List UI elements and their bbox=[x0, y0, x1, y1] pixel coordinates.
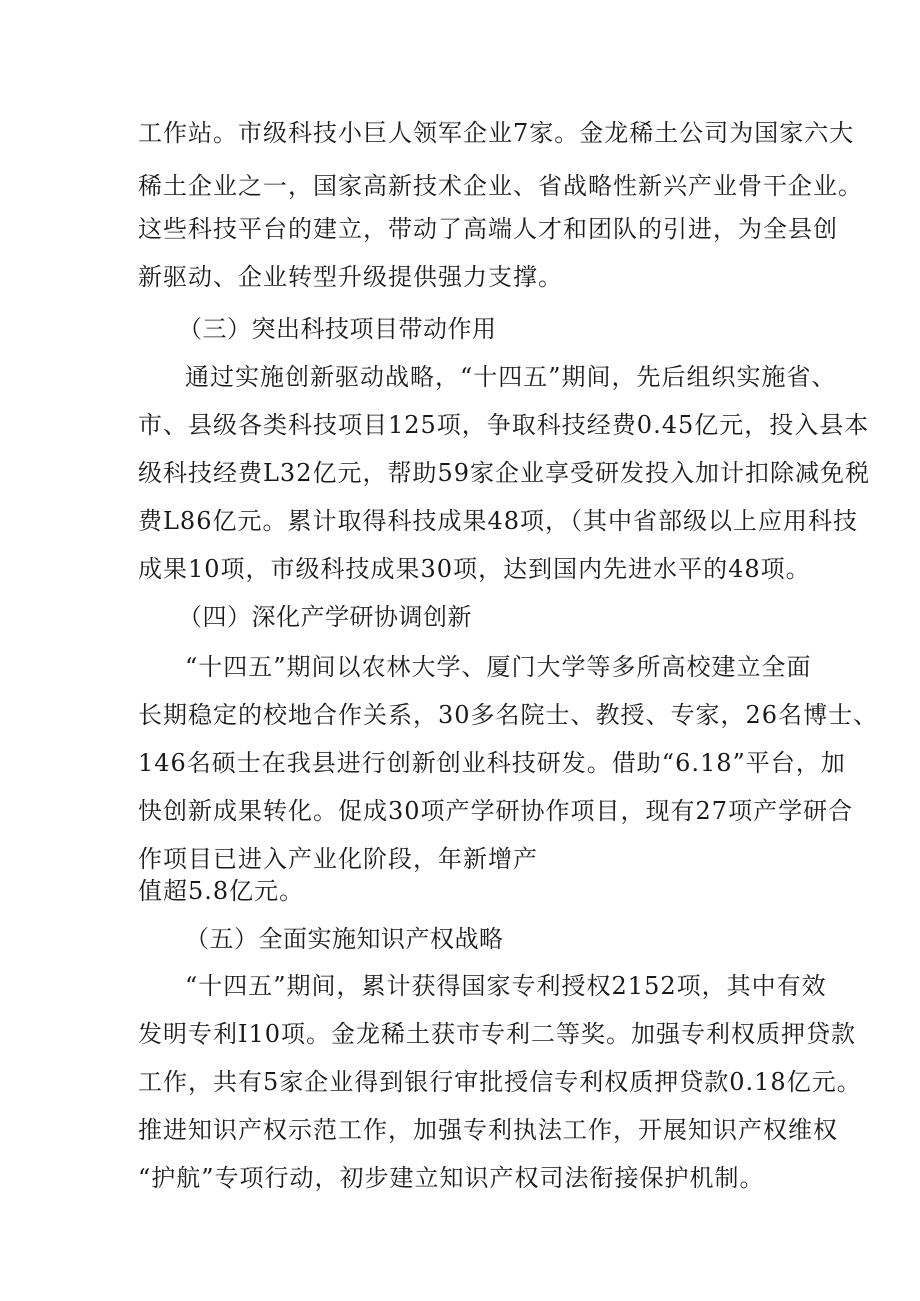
paragraph-1-line-4: 新驱动、企业转型升级提供强力支撑。 bbox=[138, 263, 563, 291]
paragraph-2-line-2: 市、县级各类科技项目125项，争取科技经费0.45亿元，投入县本 bbox=[138, 411, 870, 439]
paragraph-2-line-5: 成果10项，市级科技成果30项，达到国内先进水平的48项。 bbox=[138, 555, 811, 583]
section-heading-5: （五）全面实施知识产权战略 bbox=[185, 925, 504, 953]
paragraph-4-line-3: 工作，共有5家企业得到银行审批授信专利权质押贷款0.18亿元。 bbox=[138, 1068, 862, 1096]
paragraph-3-line-2: 长期稳定的校地合作关系，30多名院士、教授、专家，26名博士、 bbox=[138, 701, 879, 729]
paragraph-2-line-3: 级科技经费L32亿元，帮助59家企业享受研发投入加计扣除减免税 bbox=[138, 459, 871, 487]
paragraph-2-line-4: 费L86亿元。累计取得科技成果48项，（其中省部级以上应用科技 bbox=[138, 507, 859, 535]
paragraph-3-line-1: “十四五”期间以农林大学、厦门大学等多所高校建立全面 bbox=[185, 653, 812, 681]
paragraph-3-line-3: 146名硕士在我县进行创新创业科技研发。借助“6.18”平台，加 bbox=[138, 749, 846, 777]
section-heading-3: （三）突出科技项目带动作用 bbox=[178, 315, 497, 343]
paragraph-2-line-1: 通过实施创新驱动战略，“十四五”期间，先后组织实施省、 bbox=[185, 363, 837, 391]
paragraph-4-line-1: “十四五”期间，累计获得国家专利授权2152项，其中有效 bbox=[185, 972, 827, 1000]
paragraph-3-line-6: 值超5.8亿元。 bbox=[138, 877, 305, 905]
section-heading-4: （四）深化产学研协调创新 bbox=[178, 603, 472, 631]
paragraph-3-line-4: 快创新成果转化。促成30项产学研协作项目，现有27项产学研合 bbox=[138, 797, 854, 825]
paragraph-4-line-4: 推进知识产权示范工作，加强专利执法工作，开展知识产权维权 bbox=[138, 1116, 838, 1144]
paragraph-4-line-2: 发明专利I10项。金龙稀土获市专利二等奖。加强专利权质押贷款 bbox=[138, 1020, 857, 1048]
paragraph-1-line-3: 这些科技平台的建立，带动了高端人才和团队的引进，为全县创 bbox=[138, 215, 838, 243]
paragraph-1-line-1: 工作站。市级科技小巨人领军企业7家。金龙稀土公司为国家六大 bbox=[138, 119, 855, 147]
paragraph-3-line-5: 作项目已进入产业化阶段，年新增产 bbox=[138, 845, 538, 873]
paragraph-4-line-5: “护航”专项行动，初步建立知识产权司法衔接保护机制。 bbox=[138, 1164, 765, 1192]
paragraph-1-line-2: 稀土企业之一，国家高新技术企业、省战略性新兴产业骨干企业。 bbox=[138, 172, 863, 200]
